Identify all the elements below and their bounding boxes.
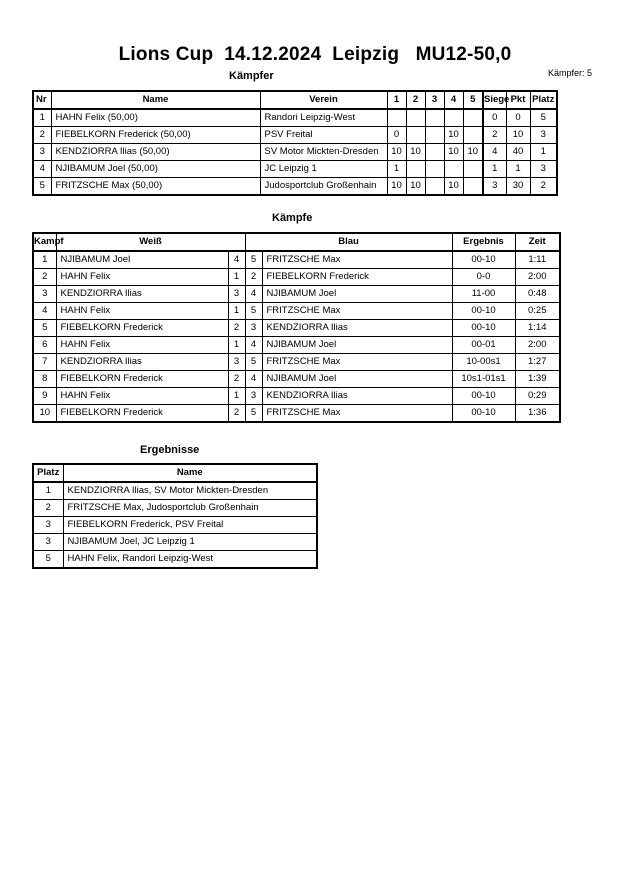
fight-row <box>33 269 560 286</box>
fight-number: 6 <box>33 337 56 354</box>
col-platz: Platz <box>530 91 557 109</box>
fight-time: 1:36 <box>515 405 560 423</box>
fight-number: 9 <box>33 388 56 405</box>
fighter-club: JC Leipzig 1 <box>260 161 387 178</box>
result-place: 5 <box>33 551 63 569</box>
fighter-round-score <box>444 161 463 178</box>
fight-blue-name: KENDZIORRA Ilias <box>262 388 452 405</box>
fighter-round-score: 10 <box>463 144 483 161</box>
fight-white-number: 1 <box>228 337 245 354</box>
fighter-round-score <box>425 178 444 196</box>
fighter-round-score: 10 <box>444 144 463 161</box>
fighter-round-score: 10 <box>444 178 463 196</box>
fight-white-name: FIEBELKORN Frederick <box>56 405 228 423</box>
fight-white-name: HAHN Felix <box>56 337 228 354</box>
col-round-3: 3 <box>425 91 444 109</box>
fight-white-name: HAHN Felix <box>56 388 228 405</box>
col-kampf: Kampf <box>33 233 56 251</box>
fight-blue-name: FRITZSCHE Max <box>262 303 452 320</box>
fighter-wins: 2 <box>483 127 506 144</box>
col-round-5: 5 <box>463 91 483 109</box>
fighters-table <box>32 90 558 196</box>
col-result-platz: Platz <box>33 464 63 482</box>
fight-number: 2 <box>33 269 56 286</box>
fight-blue-name: KENDZIORRA Ilias <box>262 320 452 337</box>
fight-blue-number: 5 <box>245 303 262 320</box>
fight-blue-number: 5 <box>245 251 262 269</box>
fighter-wins: 1 <box>483 161 506 178</box>
fighters-header-row <box>33 91 557 109</box>
fight-row <box>33 371 560 388</box>
results-table <box>32 463 318 569</box>
fight-number: 5 <box>33 320 56 337</box>
fighter-nr: 2 <box>33 127 51 144</box>
fighter-points: 30 <box>506 178 530 196</box>
fight-result: 10s1-01s1 <box>452 371 515 388</box>
fight-result: 10-00s1 <box>452 354 515 371</box>
result-name: FIEBELKORN Frederick, PSV Freital <box>63 517 317 534</box>
col-siege: Siege <box>483 91 506 109</box>
fight-blue-number: 2 <box>245 269 262 286</box>
fighter-round-score: 10 <box>406 144 425 161</box>
fight-white-number: 3 <box>228 286 245 303</box>
col-round-4: 4 <box>444 91 463 109</box>
fighter-nr: 3 <box>33 144 51 161</box>
col-blau: Blau <box>245 233 452 251</box>
fighter-round-score: 0 <box>387 127 406 144</box>
fight-number: 3 <box>33 286 56 303</box>
col-name: Name <box>51 91 260 109</box>
fights-header-row <box>33 233 560 251</box>
fight-time: 1:14 <box>515 320 560 337</box>
fight-number: 10 <box>33 405 56 423</box>
col-pkt: Pkt <box>506 91 530 109</box>
col-ergebnis: Ergebnis <box>452 233 515 251</box>
fighter-round-score: 10 <box>406 178 425 196</box>
fight-blue-name: FRITZSCHE Max <box>262 405 452 423</box>
fighter-points: 0 <box>506 109 530 127</box>
col-weiss: Weiß <box>56 233 245 251</box>
fighter-round-score <box>425 109 444 127</box>
fight-blue-name: NJIBAMUM Joel <box>262 337 452 354</box>
fight-white-number: 3 <box>228 354 245 371</box>
fight-row <box>33 303 560 320</box>
fight-white-name: NJIBAMUM Joel <box>56 251 228 269</box>
fight-row <box>33 337 560 354</box>
fight-blue-number: 4 <box>245 371 262 388</box>
result-place: 2 <box>33 500 63 517</box>
fight-blue-name: NJIBAMUM Joel <box>262 371 452 388</box>
col-round-2: 2 <box>406 91 425 109</box>
fighter-club: SV Motor Mickten-Dresden <box>260 144 387 161</box>
fighter-place: 2 <box>530 178 557 196</box>
fight-result: 0-0 <box>452 269 515 286</box>
fighter-row <box>33 178 557 196</box>
fight-white-name: FIEBELKORN Frederick <box>56 371 228 388</box>
fighter-points: 10 <box>506 127 530 144</box>
fight-white-number: 1 <box>228 303 245 320</box>
fight-time: 2:00 <box>515 269 560 286</box>
results-section-title: Ergebnisse <box>140 444 200 456</box>
fight-white-name: HAHN Felix <box>56 303 228 320</box>
fighter-count: Kämpfer: 5 <box>548 68 593 78</box>
fighter-round-score <box>406 127 425 144</box>
fight-white-name: KENDZIORRA Ilias <box>56 354 228 371</box>
fight-blue-name: FRITZSCHE Max <box>262 354 452 371</box>
fighter-club: Judosportclub Großenhain <box>260 178 387 196</box>
fight-row <box>33 354 560 371</box>
fighter-round-score: 10 <box>444 127 463 144</box>
fight-number: 4 <box>33 303 56 320</box>
result-row <box>33 482 317 500</box>
fight-result: 00-10 <box>452 251 515 269</box>
fight-result: 11-00 <box>452 286 515 303</box>
fight-result: 00-10 <box>452 320 515 337</box>
fight-white-name: KENDZIORRA Ilias <box>56 286 228 303</box>
fighter-wins: 0 <box>483 109 506 127</box>
fight-number: 1 <box>33 251 56 269</box>
fights-section-title: Kämpfe <box>272 212 313 224</box>
result-place: 3 <box>33 534 63 551</box>
fighter-nr: 4 <box>33 161 51 178</box>
fighter-round-score <box>444 109 463 127</box>
fighter-name: HAHN Felix (50,00) <box>51 109 260 127</box>
fight-white-number: 2 <box>228 320 245 337</box>
fight-blue-name: FIEBELKORN Frederick <box>262 269 452 286</box>
fighter-points: 40 <box>506 144 530 161</box>
result-row <box>33 551 317 569</box>
page-title: Lions Cup 14.12.2024 Leipzig MU12-50,0 <box>118 44 512 65</box>
fight-number: 8 <box>33 371 56 388</box>
fighter-name: NJIBAMUM Joel (50,00) <box>51 161 260 178</box>
result-row <box>33 534 317 551</box>
result-name: FRITZSCHE Max, Judosportclub Großenhain <box>63 500 317 517</box>
fighter-row <box>33 109 557 127</box>
col-round-1: 1 <box>387 91 406 109</box>
fighter-wins: 4 <box>483 144 506 161</box>
fighter-round-score <box>463 127 483 144</box>
fights-table <box>32 232 561 423</box>
fight-time: 2:00 <box>515 337 560 354</box>
fight-white-name: HAHN Felix <box>56 269 228 286</box>
result-place: 3 <box>33 517 63 534</box>
fighter-round-score <box>463 161 483 178</box>
fight-result: 00-10 <box>452 303 515 320</box>
fighter-row <box>33 161 557 178</box>
fight-row <box>33 320 560 337</box>
fighter-round-score <box>463 109 483 127</box>
fight-blue-number: 5 <box>245 405 262 423</box>
fighter-round-score: 10 <box>387 178 406 196</box>
fighter-round-score <box>406 161 425 178</box>
fight-time: 0:25 <box>515 303 560 320</box>
fight-row <box>33 388 560 405</box>
fight-time: 1:11 <box>515 251 560 269</box>
fight-blue-number: 3 <box>245 388 262 405</box>
fighter-name: FRITZSCHE Max (50,00) <box>51 178 260 196</box>
fighter-name: FIEBELKORN Frederick (50,00) <box>51 127 260 144</box>
fight-blue-number: 4 <box>245 286 262 303</box>
fight-white-number: 4 <box>228 251 245 269</box>
fighter-round-score <box>425 144 444 161</box>
result-name: HAHN Felix, Randori Leipzig-West <box>63 551 317 569</box>
fight-result: 00-01 <box>452 337 515 354</box>
fight-row <box>33 405 560 423</box>
fighter-points: 1 <box>506 161 530 178</box>
fighter-nr: 1 <box>33 109 51 127</box>
fighter-round-score: 1 <box>387 161 406 178</box>
col-result-name: Name <box>63 464 317 482</box>
fight-row <box>33 251 560 269</box>
fighter-place: 3 <box>530 161 557 178</box>
fight-white-number: 2 <box>228 405 245 423</box>
result-name: KENDZIORRA Ilias, SV Motor Mickten-Dresden <box>63 482 317 500</box>
fighter-round-score <box>425 127 444 144</box>
fighter-nr: 5 <box>33 178 51 196</box>
result-name: NJIBAMUM Joel, JC Leipzig 1 <box>63 534 317 551</box>
fight-time: 0:48 <box>515 286 560 303</box>
fighter-club: Randori Leipzig-West <box>260 109 387 127</box>
fight-blue-name: NJIBAMUM Joel <box>262 286 452 303</box>
fighter-wins: 3 <box>483 178 506 196</box>
fight-white-number: 1 <box>228 269 245 286</box>
fighter-row <box>33 127 557 144</box>
fighter-club: PSV Freital <box>260 127 387 144</box>
fight-time: 1:27 <box>515 354 560 371</box>
result-place: 1 <box>33 482 63 500</box>
fighter-row <box>33 144 557 161</box>
fight-white-number: 1 <box>228 388 245 405</box>
col-verein: Verein <box>260 91 387 109</box>
fight-blue-number: 3 <box>245 320 262 337</box>
fight-white-name: FIEBELKORN Frederick <box>56 320 228 337</box>
result-row <box>33 500 317 517</box>
fighters-section-title: Kämpfer <box>229 70 274 82</box>
fight-blue-number: 5 <box>245 354 262 371</box>
fight-white-number: 2 <box>228 371 245 388</box>
fight-number: 7 <box>33 354 56 371</box>
fight-result: 00-10 <box>452 388 515 405</box>
fighter-place: 1 <box>530 144 557 161</box>
fighter-name: KENDZIORRA Ilias (50,00) <box>51 144 260 161</box>
fighter-round-score <box>425 161 444 178</box>
fight-result: 00-10 <box>452 405 515 423</box>
fighter-round-score <box>463 178 483 196</box>
fighter-round-score: 10 <box>387 144 406 161</box>
col-nr: Nr <box>33 91 51 109</box>
result-row <box>33 517 317 534</box>
col-zeit: Zeit <box>515 233 560 251</box>
fighter-place: 5 <box>530 109 557 127</box>
fighter-place: 3 <box>530 127 557 144</box>
fighter-round-score <box>387 109 406 127</box>
fight-blue-name: FRITZSCHE Max <box>262 251 452 269</box>
fighter-round-score <box>406 109 425 127</box>
fight-time: 1:39 <box>515 371 560 388</box>
fight-time: 0:29 <box>515 388 560 405</box>
results-header-row <box>33 464 317 482</box>
fight-row <box>33 286 560 303</box>
fight-blue-number: 4 <box>245 337 262 354</box>
